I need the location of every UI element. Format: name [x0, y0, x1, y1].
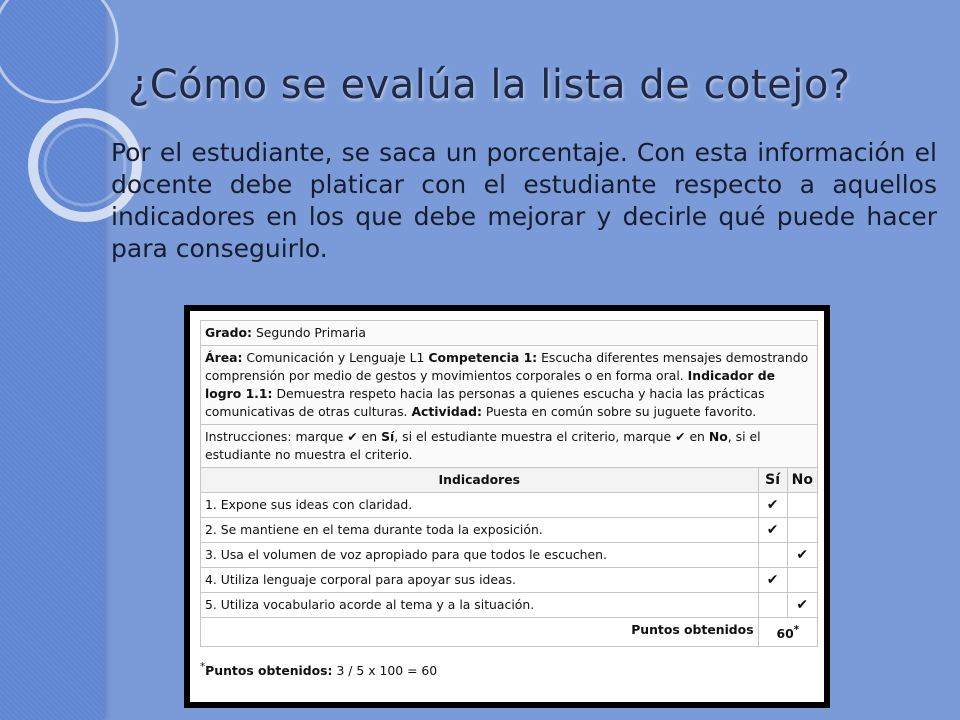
checklist-image-frame	[184, 305, 830, 708]
points-value: 60	[776, 626, 794, 642]
points-label: Puntos obtenidos	[201, 618, 759, 647]
checkmark-icon: ✔	[347, 429, 358, 444]
table-row	[201, 543, 818, 568]
indicator-text: 4. Utiliza lenguaje corporal para apoyar sus ideas.	[201, 568, 759, 593]
slide-body-text: Por el estudiante, se saca un porcentaje. Con esta información el docente debe platicar con el estudiante respecto a aquellos indicadores en los que debe mejorar y decirle qué puede hacer para conseguirlo.	[111, 138, 937, 263]
no-check-icon	[787, 493, 817, 518]
instructions-text-1: Instrucciones: marque	[205, 429, 344, 444]
footnote-value: 3 / 5 x 100 = 60	[336, 663, 438, 679]
no-check-icon	[787, 518, 817, 543]
side-band	[0, 0, 104, 720]
area-row	[201, 346, 818, 425]
table-header-row	[201, 468, 818, 493]
area-value: Comunicación y Lenguaje L1	[246, 350, 425, 365]
indicator-text: 1. Expone sus ideas con claridad.	[201, 493, 759, 518]
indicador-value: Demuestra respeto hacia las personas a quienes escucha y hacia las prácticas comunicativas de otras culturas.	[205, 386, 765, 419]
table-row	[201, 493, 818, 518]
no-check-icon: ✔	[787, 543, 817, 568]
grado-value: Segundo Primaria	[255, 325, 366, 340]
footnote-asterisk: *	[200, 661, 206, 674]
points-footnote	[200, 661, 814, 678]
grado-label: Grado:	[205, 325, 252, 340]
indicator-text: 3. Usa el volumen de voz apropiado para que todos le escuchen.	[201, 543, 759, 568]
table-row	[201, 593, 818, 618]
slide-title: ¿Cómo se evalúa la lista de cotejo?	[128, 62, 851, 108]
si-check-icon: ✔	[758, 518, 787, 543]
header-indicadores: Indicadores	[201, 468, 759, 493]
indicator-text: 2. Se mantiene en el tema durante toda la exposición.	[201, 518, 759, 543]
no-check-icon: ✔	[787, 593, 817, 618]
instructions-text-5: , si el estudiante no muestra el criterio.	[205, 429, 761, 462]
points-asterisk: *	[793, 624, 800, 636]
footnote-label: Puntos obtenidos:	[205, 663, 333, 679]
si-check-icon: ✔	[758, 568, 787, 593]
instructions-text-4: en	[689, 429, 705, 444]
instructions-text-3: , si el estudiante muestra el criterio, marque	[394, 429, 672, 444]
checklist-table	[200, 320, 818, 647]
actividad-label: Actividad:	[411, 404, 482, 419]
checkmark-icon: ✔	[675, 429, 686, 444]
actividad-value: Puesta en común sobre su juguete favorito.	[485, 404, 757, 419]
instructions-si: Sí	[381, 429, 395, 444]
no-check-icon	[787, 568, 817, 593]
header-no: No	[787, 468, 817, 493]
si-check-icon: ✔	[758, 493, 787, 518]
competencia-label: Competencia 1:	[428, 350, 538, 365]
indicator-text: 5. Utiliza vocabulario acorde al tema y a la situación.	[201, 593, 759, 618]
competencia-value: Escucha diferentes mensajes demostrando comprensión por medio de gestos y movimientos corporales o en forma oral.	[205, 350, 809, 383]
checklist-panel	[190, 311, 824, 702]
si-check-icon	[758, 593, 787, 618]
area-label: Área:	[205, 350, 243, 365]
si-check-icon	[758, 543, 787, 568]
points-row	[201, 618, 818, 647]
table-row	[201, 518, 818, 543]
table-row	[201, 568, 818, 593]
indicador-label: Indicador de logro 1.1:	[205, 368, 775, 401]
grado-row	[201, 321, 818, 346]
header-si: Sí	[758, 468, 787, 493]
instructions-text-2: en	[361, 429, 378, 444]
instructions-row	[201, 425, 818, 468]
instructions-no: No	[708, 429, 728, 444]
